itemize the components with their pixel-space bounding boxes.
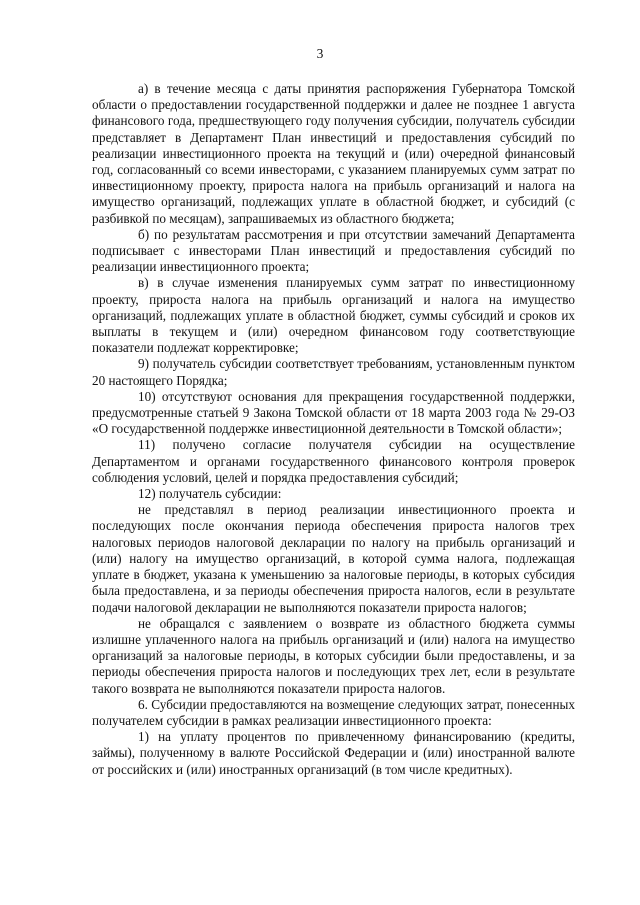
paragraph-subitem-v: в) в случае изменения планируемых сумм затрат по инвестиционному проекту, прироста налога на прибыль организаций и налога на имущество организаций, подлежащих уплате в областной бюджет, суммы субсидий и сроков их выплаты в текущем и (или) очередном финансовом году соответствующие показатели подлежат корректировке; — [92, 275, 575, 356]
paragraph-section-6: 6. Субсидии предоставляются на возмещение следующих затрат, понесенных получателем субсидии в рамках реализации инвестиционного проекта: — [92, 696, 575, 728]
paragraph-section-6-item-1: 1) на уплату процентов по привлеченному финансированию (кредиты, займы), полученному в валюте Российской Федерации и (или) иностранной валюте от российских и (или) иностранных организаций (в том числе кредитных). — [92, 729, 575, 777]
paragraph-item-11: 11) получено согласие получателя субсидии на осуществление Департаментом и органами государственного финансового контроля проверок соблюдения условий, целей и порядка предоставления субсидий; — [92, 437, 575, 485]
paragraph-item-12-condition-1: не представлял в период реализации инвестиционного проекта и последующих после окончания периода обеспечения прироста налогов трех налоговых периодов налоговой декларации по налогу на прибыль организаций и (или) налогу на имущество организаций, в которой сумма налога, подлежащая уплате в бюджет, указана к уменьшению за налоговые периоды, в которых субсидия была предоставлена, и за периоды обеспечения прироста налогов, если в результате подачи налоговой декларации не выполняются показатели прироста налогов; — [92, 502, 575, 615]
document-body — [92, 81, 575, 778]
paragraph-item-12-condition-2: не обращался с заявлением о возврате из областного бюджета суммы излишне уплаченного налога на прибыль организаций и (или) налога на имущество организаций за налоговые периоды, в которых субсидии были предоставлены, и за периоды обеспечения прироста налогов и последующих трех лет, если в результате такого возврата не выполняются показатели прироста налогов. — [92, 615, 575, 696]
paragraph-item-9: 9) получатель субсидии соответствует требованиям, установленным пунктом 20 настоящего Порядка; — [92, 356, 575, 388]
paragraph-item-12: 12) получатель субсидии: — [138, 486, 282, 502]
paragraph-item-10: 10) отсутствуют основания для прекращения государственной поддержки, предусмотренные статьей 9 Закона Томской области от 18 марта 2003 года № 29-ОЗ «О государственной поддержке инвестиционной деятельности в Томской области»; — [92, 388, 575, 437]
paragraph-subitem-b: б) по результатам рассмотрения и при отсутствии замечаний Департамента подписывает с инвесторами План инвестиций и предоставления субсидий по реализации инвестиционного проекта; — [92, 226, 575, 275]
paragraph-subitem-a: а) в течение месяца с даты принятия распоряжения Губернатора Томской области о предоставлении государственной поддержки и далее не позднее 1 августа финансового года, предшествующего году получения субсидии, получатель субсидии представляет в Департамент План инвестиций и предоставления субсидий по реализации инвестиционного проекта на текущий и (или) очередной финансовый год, согласованный со всеми инвесторами, с указанием планируемых сумм затрат по инвестиционному проекту, прироста налога на прибыль организаций и налога на имущество организаций, подлежащих уплате в областной бюджет, и субсидий (с разбивкой по месяцам), запрашиваемых из областного бюджета; — [92, 81, 575, 226]
page-number: 3 — [316, 46, 324, 61]
